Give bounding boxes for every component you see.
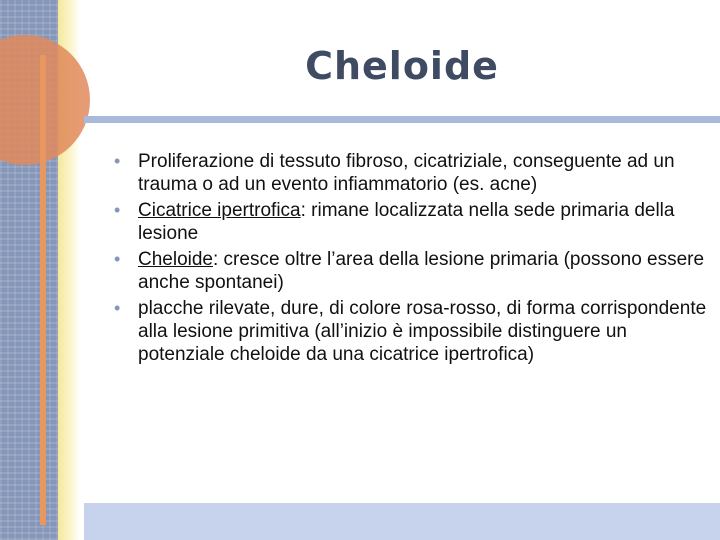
bullet-dot-icon: • (114, 200, 121, 220)
bullet-dot-icon: • (114, 249, 121, 269)
bullet-text: Proliferazione di tessuto fibroso, cicatriziale, conseguente ad un trauma o ad un evento infiammatorio (es. acne) (138, 151, 675, 195)
bullet-dot-icon: • (114, 298, 121, 318)
footer-bar (84, 503, 720, 540)
bullet-term: Cheloide (138, 249, 213, 270)
bullet-text: : cresce oltre l’area della lesione primaria (possono essere anche spontanei) (138, 249, 705, 293)
bullet-item (110, 248, 710, 294)
decorative-orange-line (40, 55, 46, 525)
bullet-text: placche rilevate, dure, di colore rosa-rosso, di forma corrispondente alla lesione primitiva (all’inizio è impossibile distinguere un potenziale cheloide da una cicatrice ipertrofica) (138, 298, 707, 365)
title-divider-bar (84, 116, 720, 123)
bullet-item (110, 150, 710, 196)
bullet-list (110, 150, 710, 369)
slide-title: Cheloide (305, 44, 499, 88)
bullet-item (110, 199, 710, 245)
bullet-dot-icon: • (114, 151, 121, 171)
bullet-term: Cicatrice ipertrofica (138, 200, 301, 221)
bullet-item (110, 297, 710, 366)
bullet-text: : rimane localizzata nella sede primaria della lesione (138, 200, 675, 244)
